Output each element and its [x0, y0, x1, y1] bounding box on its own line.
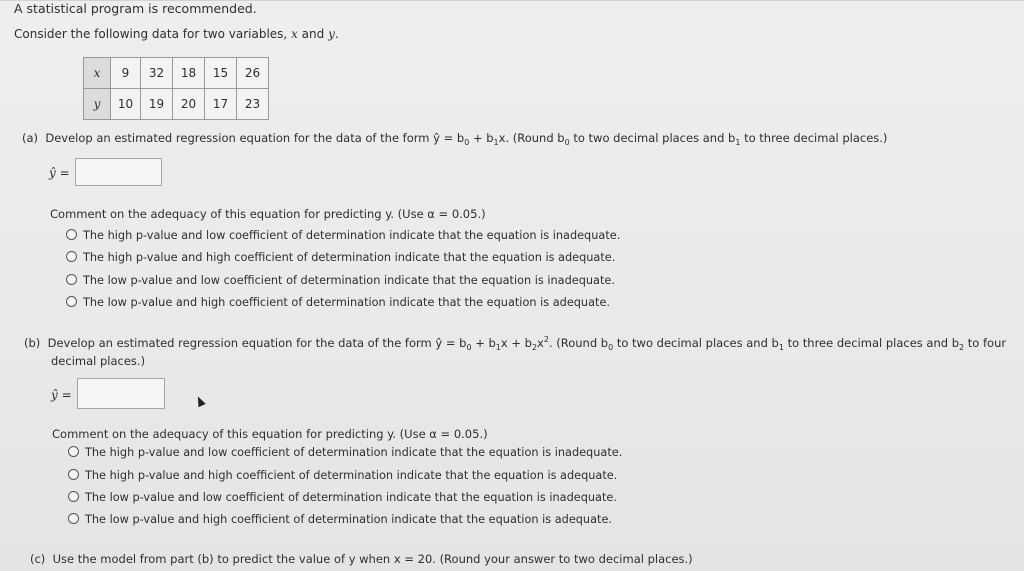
table-cell: 15 — [205, 58, 237, 89]
superscript: 2 — [543, 335, 549, 344]
comment-b: Comment on the adequacy of this equation for predicting y. (Use α = 0.05.) — [52, 427, 488, 441]
part-b-question-cont: decimal places.) — [51, 354, 146, 368]
table-cell: 19 — [141, 89, 173, 120]
q-text: x + b — [500, 336, 532, 350]
option-label: The high p-value and high coefficient of determination indicate that the equation is adequate. — [85, 469, 618, 482]
table-cell: 20 — [173, 89, 205, 120]
option-label: The high p-value and high coefficient of determination indicate that the equation is adequate. — [83, 251, 616, 264]
intro-line: A statistical program is recommended. — [14, 1, 257, 16]
subscript: 0 — [564, 138, 570, 147]
q-text: x — [537, 336, 544, 350]
data-table — [83, 57, 269, 120]
table-row-y — [84, 89, 269, 120]
q-text: to four — [964, 336, 1007, 350]
q-text: to three decimal places.) — [740, 131, 888, 145]
table-cell: 17 — [205, 89, 237, 120]
var-y: y — [328, 27, 335, 41]
q-text: Develop an estimated regression equation for the data of the form ŷ = b — [45, 131, 465, 145]
var-x: x — [291, 27, 298, 41]
answer-input-a[interactable] — [75, 158, 162, 186]
radio-icon[interactable] — [66, 296, 77, 307]
option-a-4[interactable] — [66, 296, 610, 309]
option-a-2[interactable] — [66, 251, 615, 264]
subscript: 1 — [778, 343, 784, 352]
option-label: The low p-value and high coefficient of determination indicate that the equation is adequate. — [83, 296, 610, 309]
table-cell: 26 — [237, 58, 269, 89]
subscript: 2 — [959, 343, 965, 352]
q-text: + b — [469, 131, 494, 145]
table-row-x — [84, 58, 269, 89]
yhat-label-a: ŷ = — [49, 166, 70, 180]
q-text: Use the model from part (b) to predict the value of y when x = 20. (Round your answer to two decimal places.) — [52, 552, 693, 566]
q-text: to two decimal places and b — [613, 336, 779, 350]
option-b-4[interactable] — [68, 513, 612, 526]
radio-icon[interactable] — [68, 446, 79, 457]
row-header-y: y — [84, 89, 111, 120]
subscript: 2 — [531, 343, 538, 352]
radio-icon[interactable] — [68, 513, 79, 524]
description-text-end: . — [334, 27, 339, 41]
option-label: The low p-value and high coefficient of determination indicate that the equation is adequate. — [85, 513, 612, 526]
part-c-question — [30, 552, 693, 566]
radio-icon[interactable] — [68, 491, 79, 502]
part-c-label: (c) — [30, 552, 46, 566]
q-text: x. (Round b — [498, 131, 565, 145]
part-a-label: (a) — [22, 131, 39, 145]
yhat-label-b: ŷ = — [51, 388, 72, 402]
radio-icon[interactable] — [68, 469, 79, 480]
subscript: 0 — [608, 343, 614, 352]
subscript: 1 — [493, 138, 499, 147]
data-description — [14, 27, 339, 41]
radio-icon[interactable] — [66, 274, 77, 285]
answer-input-b[interactable] — [77, 378, 165, 409]
option-b-1[interactable] — [68, 446, 622, 459]
part-b-label: (b) — [24, 336, 41, 350]
part-a-question — [22, 131, 887, 147]
option-a-3[interactable] — [66, 274, 615, 287]
option-a-1[interactable] — [66, 229, 620, 242]
comment-a: Comment on the adequacy of this equation for predicting y. (Use α = 0.05.) — [50, 207, 486, 221]
radio-icon[interactable] — [66, 229, 77, 240]
option-label: The low p-value and low coefficient of determination indicate that the equation is inadequate. — [85, 491, 617, 504]
subscript: 0 — [464, 138, 470, 147]
q-text: + b — [471, 336, 496, 350]
option-b-3[interactable] — [68, 491, 617, 504]
q-text: to two decimal places and b — [569, 131, 736, 145]
mouse-cursor-icon — [194, 395, 205, 407]
q-text: . (Round b — [548, 336, 609, 350]
table-cell: 23 — [237, 89, 269, 120]
table-cell: 32 — [141, 58, 173, 89]
subscript: 1 — [495, 343, 501, 352]
table-cell: 18 — [173, 58, 205, 89]
option-label: The low p-value and low coefficient of determination indicate that the equation is inadequate. — [83, 274, 615, 287]
subscript: 1 — [735, 138, 741, 147]
q-text: to three decimal places and b — [783, 336, 960, 350]
option-b-2[interactable] — [68, 469, 617, 482]
q-text: Develop an estimated regression equation for the data of the form ŷ = b — [47, 336, 467, 350]
part-b-question — [24, 335, 1006, 352]
description-text: Consider the following data for two variables, — [14, 27, 292, 41]
option-label: The high p-value and low coefficient of determination indicate that the equation is inadequate. — [85, 446, 623, 459]
table-cell: 10 — [111, 89, 141, 120]
radio-icon[interactable] — [66, 251, 77, 262]
table-cell: 9 — [111, 58, 141, 89]
subscript: 0 — [466, 343, 472, 352]
row-header-x: x — [84, 58, 111, 89]
description-text-mid: and — [297, 27, 329, 41]
option-label: The high p-value and low coefficient of determination indicate that the equation is inadequate. — [83, 229, 621, 242]
